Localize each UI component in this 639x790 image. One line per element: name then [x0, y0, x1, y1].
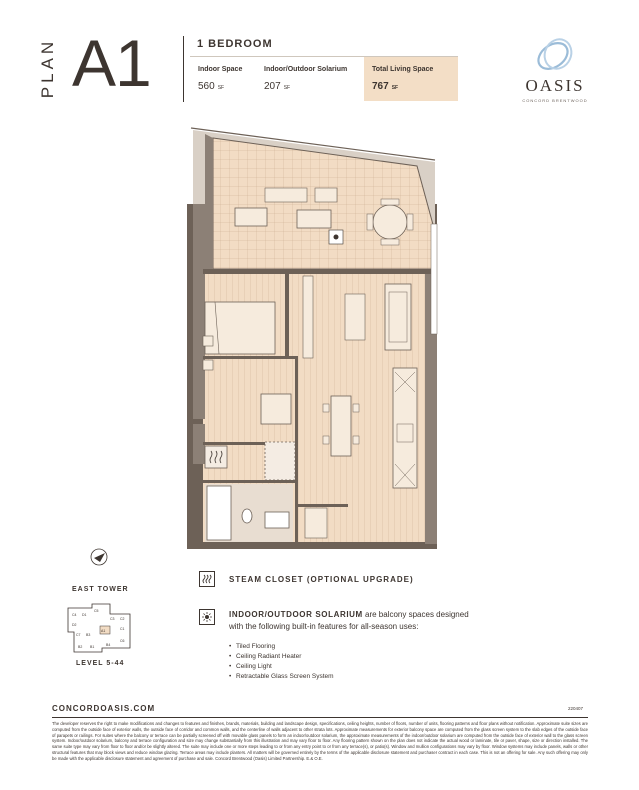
solarium-description — [229, 609, 469, 633]
solarium-title: INDOOR/OUTDOOR SOLARIUM — [229, 610, 363, 619]
key-plan-map — [64, 602, 134, 654]
oasis-logo-icon — [515, 36, 595, 76]
key-unit: C6 — [120, 639, 125, 643]
list-item: • Retractable Glass Screen System — [229, 672, 334, 682]
header-divider — [183, 36, 184, 102]
key-unit: C5 — [94, 609, 99, 613]
plan-word-text: PLAN — [38, 37, 58, 99]
key-unit: A1 — [101, 629, 106, 633]
spec-label: Total Living Space — [372, 66, 434, 73]
footer-divider — [52, 717, 588, 718]
key-unit: B4 — [106, 643, 111, 647]
spec-value: 560 SF — [198, 81, 225, 92]
steam-closet-icon — [199, 571, 215, 587]
solarium-text: are balcony spaces designed with the following built-in features for all-season uses: — [229, 610, 469, 631]
key-unit: C3 — [110, 617, 115, 621]
key-unit: C7 — [76, 633, 81, 637]
north-compass-icon — [88, 546, 110, 568]
spec-table — [190, 56, 458, 100]
key-unit: C1 — [120, 627, 125, 631]
solarium-feature-list — [229, 642, 334, 682]
spec-label: Indoor/Outdoor Solarium — [264, 66, 348, 73]
spec-indoor — [190, 57, 256, 101]
document-code: 220407 — [568, 706, 584, 711]
key-unit: B3 — [86, 633, 91, 637]
spec-label: Indoor Space — [198, 66, 243, 73]
list-item: • Ceiling Light — [229, 662, 334, 672]
oasis-logo — [515, 36, 595, 106]
key-unit: C2 — [120, 617, 125, 621]
disclaimer-text: The developer reserves the right to make modifications and changes to features and finishes, brands, materials, building and landscape design, specifications, ceiling heights, number of floors, number of units, flooring patterns and floor plans without notification. Approximate suite sizes are computed from the outside face of exterior walls, the outside face of corridor and common walls, and the centerline of walls adjacent to other strata lots. Approximate measurements for exterior balcony space are computed from the glass screen system to the slab edges of the outside face of parapets or railings. For suites where the balcony or terrace can be partially screened off with movable glass panels to form an indoor/outdoor solarium, the approximate measurements of the indoor/outdoor solarium are computed from the outside face of exterior wall to the glass screen system. Indoor/outdoor solarium, balcony and terrace configuration and size may change substantially from this illustration and may vary floor to floor. Any flooring pattern shown on the plan does not indicate the actual wood or laminate, tile or paver, shape, size or direction installed. The same suite type may vary from floor to floor and/or be slightly altered. The suite may include one or more steps leading to or from any entry point to or from any terrace(s), or patio(s). Window and mullion configurations may vary by floor. Window systems may include panels, walls or other structural features that may block views and reduce window glazing. Terrace areas may include planters. All matters will be governed entirely by the terms of the applicable disclosure statement and purchaser contract in each case. This is not an offering for sale. Any such offering may only be made with the applicable disclosure statement and agreement of purchase and sale. Concord Brentwood (Oasis) Limited Partnership. E.& O.E. — [52, 721, 588, 761]
logo-subtitle: CONCORD BRENTWOOD — [522, 98, 588, 103]
floor-plan-drawing — [185, 124, 455, 554]
key-unit: B2 — [78, 645, 83, 649]
spec-solarium — [256, 57, 364, 101]
steam-closet-label: STEAM CLOSET (OPTIONAL UPGRADE) — [229, 575, 414, 584]
key-unit: B1 — [90, 645, 95, 649]
bedroom-title: 1 BEDROOM — [197, 38, 273, 50]
spec-value: 767 SF — [372, 81, 399, 92]
website-link[interactable]: CONCORDOASIS.COM — [52, 704, 156, 713]
list-item: • Tiled Flooring — [229, 642, 334, 652]
spec-value: 207 SF — [264, 81, 291, 92]
list-item: • Ceiling Radiant Heater — [229, 652, 334, 662]
plan-code: A1 — [72, 26, 151, 100]
key-unit: D2 — [72, 623, 77, 627]
tower-label: EAST TOWER — [72, 586, 129, 593]
key-unit: C4 — [72, 613, 77, 617]
key-unit: D1 — [82, 613, 87, 617]
solarium-heater-icon — [199, 609, 215, 625]
spec-total — [364, 57, 458, 101]
plan-label — [40, 38, 56, 98]
logo-wordmark: OASIS — [525, 76, 585, 95]
level-label: LEVEL 5-44 — [76, 660, 125, 667]
